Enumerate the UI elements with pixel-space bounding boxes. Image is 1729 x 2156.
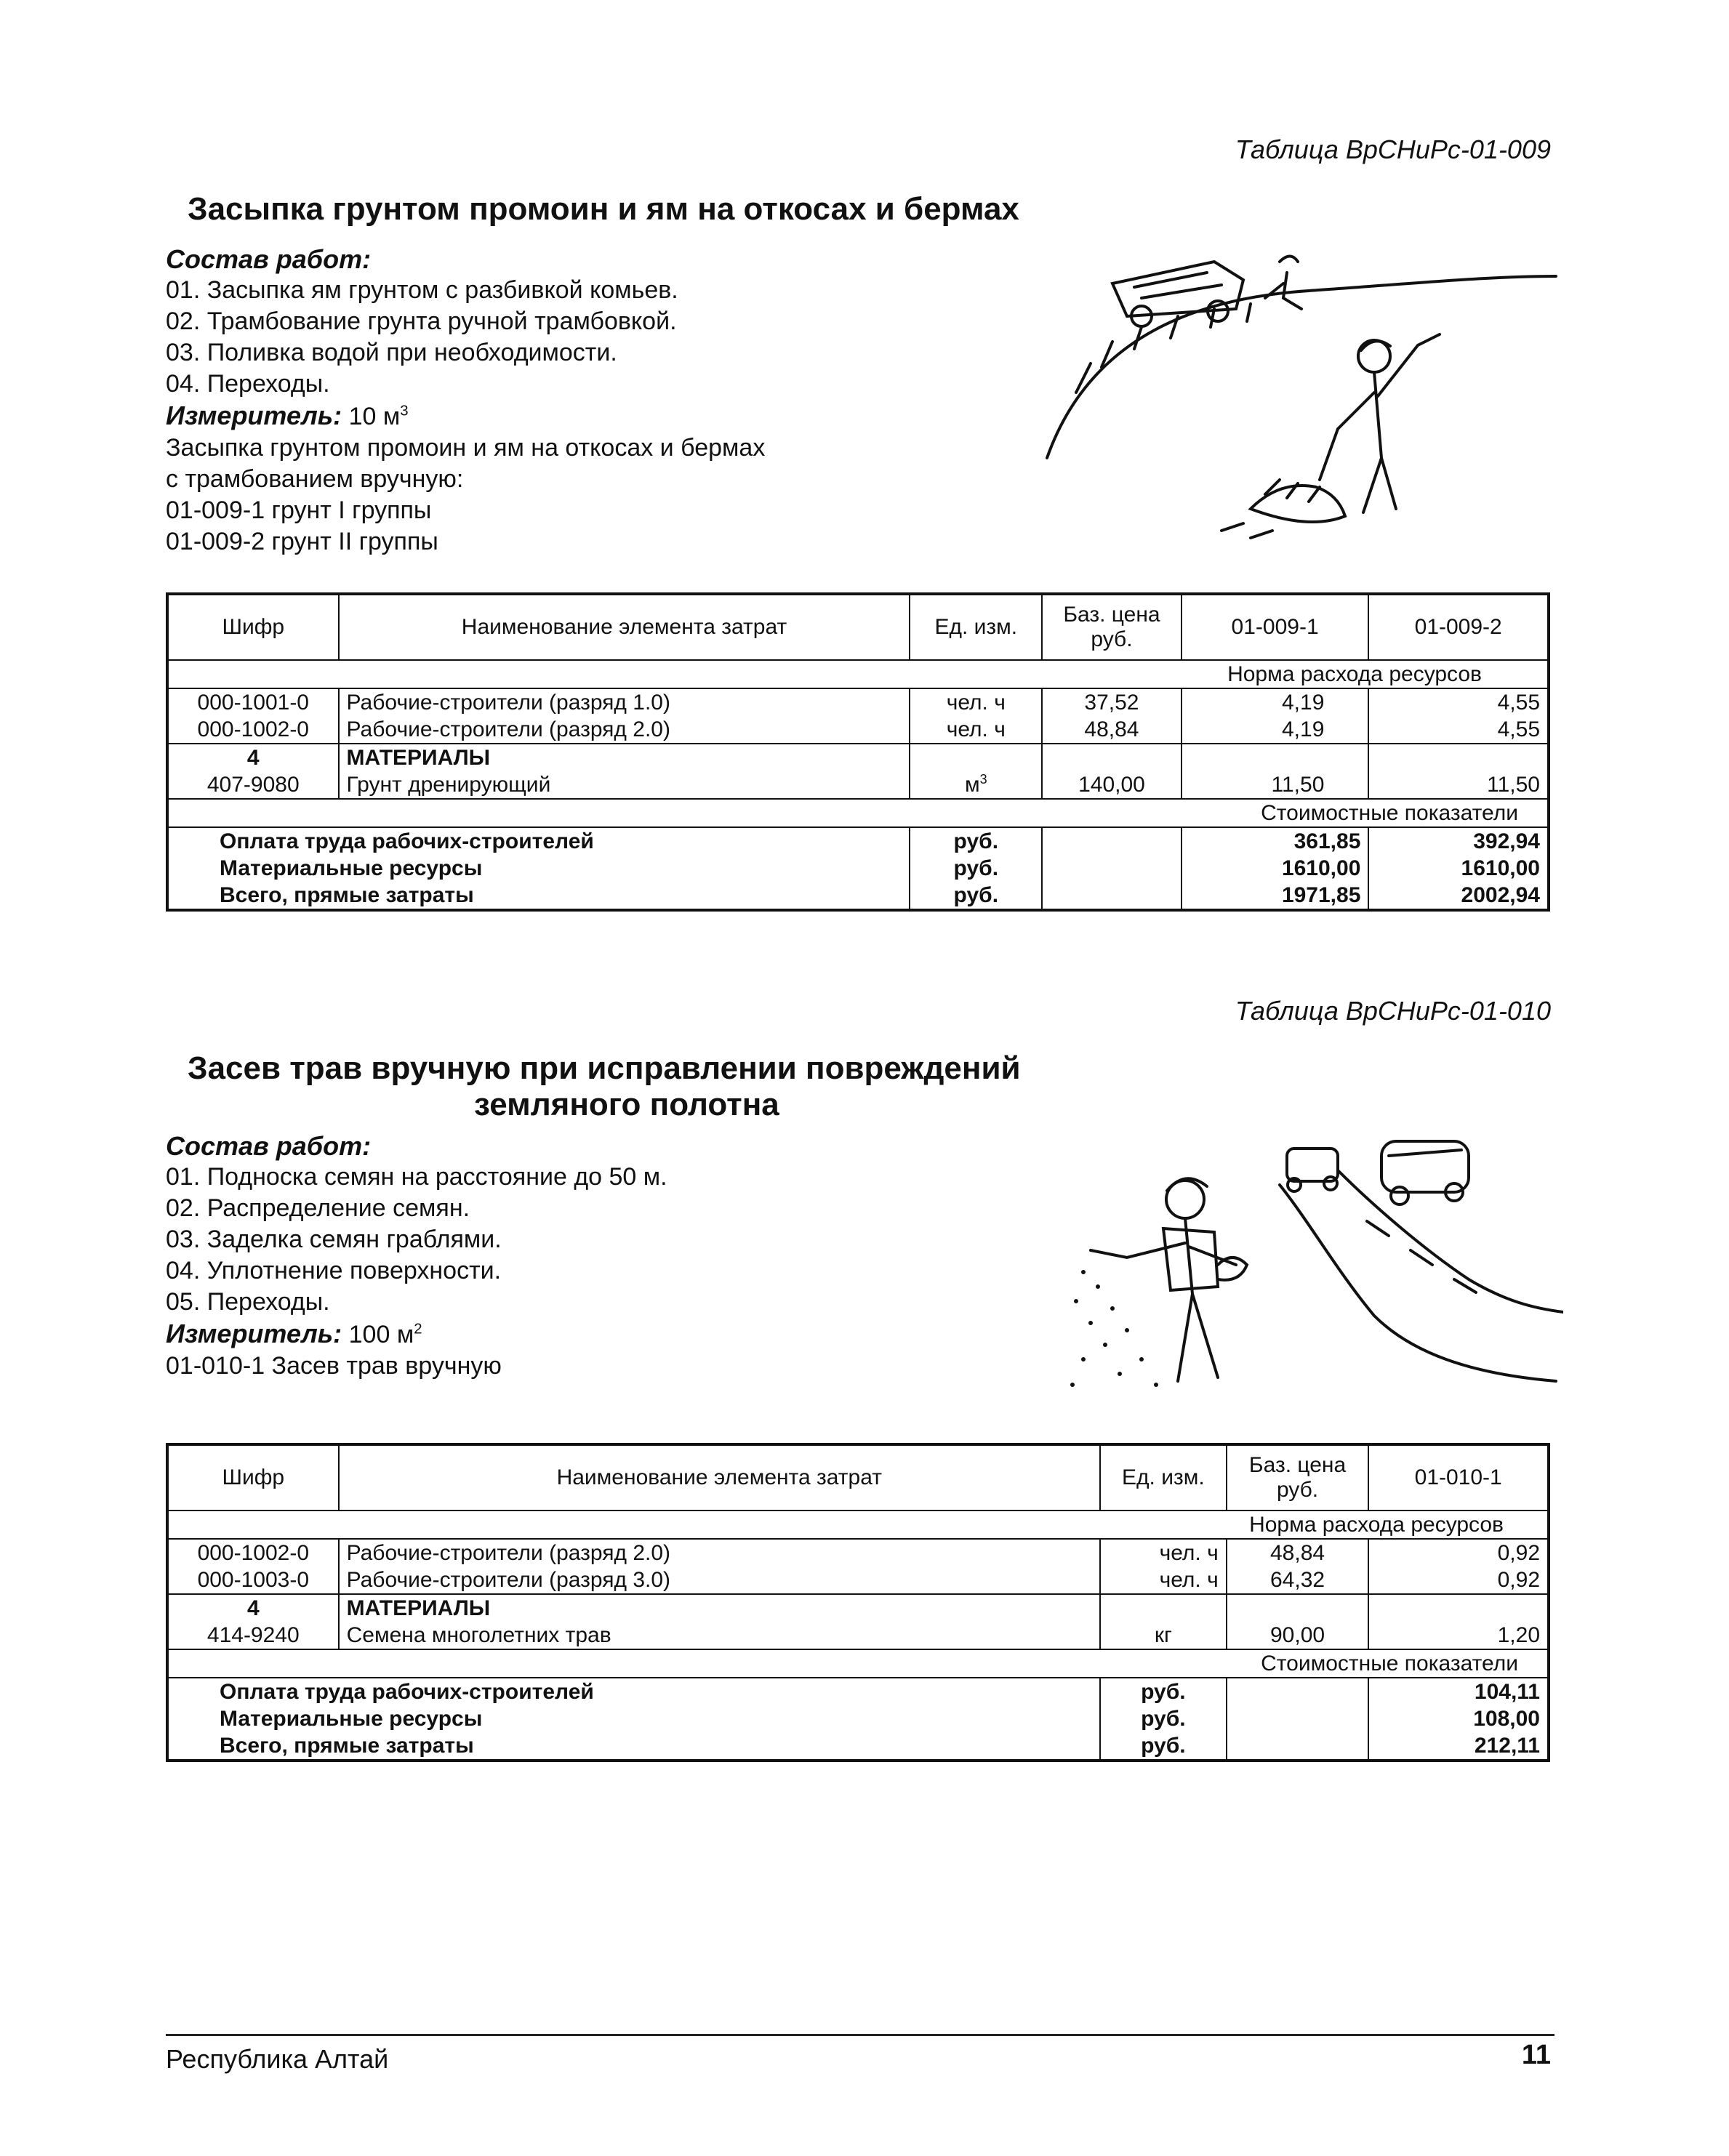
materials-header-row xyxy=(167,1594,1549,1622)
total-value: 361,85 xyxy=(1182,827,1369,855)
totals-row xyxy=(167,1705,1549,1732)
column-header: Шифр xyxy=(167,1444,339,1511)
cell-code: 000-1003-0 xyxy=(167,1566,339,1594)
cell-name: Грунт дренирующий xyxy=(339,771,910,799)
work-steps xyxy=(166,275,765,558)
footer-rule xyxy=(166,2034,1555,2036)
work-step: 03. Заделка семян граблями. xyxy=(166,1226,502,1253)
page-number: 11 xyxy=(1521,2040,1551,2070)
totals-row xyxy=(167,855,1549,882)
meter-exponent: 2 xyxy=(414,1321,422,1338)
column-header: 01-010-1 xyxy=(1368,1444,1549,1511)
cell-value: 4,19 xyxy=(1182,688,1369,716)
section-title: Засыпка грунтом промоин и ям на откосах и бермах xyxy=(188,191,1019,227)
description-line: 01-010-1 Засев трав вручную xyxy=(166,1352,502,1380)
table-reference: Таблица ВрСНиРс-01-010 xyxy=(1235,996,1551,1026)
work-step: 04. Уплотнение поверхности. xyxy=(166,1257,502,1284)
work-step: 01. Засыпка ям грунтом с разбивкой комьев. xyxy=(166,276,678,304)
cell-price: 140,00 xyxy=(1042,771,1182,799)
total-name: Всего, прямые затраты xyxy=(167,882,910,910)
total-unit: руб. xyxy=(910,827,1042,855)
description-line: с трамбованием вручную: xyxy=(166,465,464,493)
section-title: Засев трав вручную при исправлении повреждений xyxy=(188,1050,1021,1086)
cost-caption-row xyxy=(167,1649,1549,1678)
work-step: 04. Переходы. xyxy=(166,370,330,398)
cell-unit: чел. ч xyxy=(1100,1566,1227,1594)
norm-caption-row xyxy=(167,660,1549,688)
cell-name: Рабочие-строители (разряд 3.0) xyxy=(339,1566,1100,1594)
materials-code: 4 xyxy=(167,1594,339,1622)
table-row xyxy=(167,771,1549,799)
column-header: 01-009-1 xyxy=(1182,594,1369,660)
cell-value: 0,92 xyxy=(1368,1539,1549,1566)
total-value: 392,94 xyxy=(1368,827,1549,855)
work-step: 02. Распределение семян. xyxy=(166,1194,470,1222)
cell-unit: чел. ч xyxy=(1100,1539,1227,1566)
cell-price: 48,84 xyxy=(1042,716,1182,744)
cell-price: 90,00 xyxy=(1227,1622,1369,1649)
cell-value: 1,20 xyxy=(1497,1623,1540,1647)
meter-value: 10 м xyxy=(348,403,401,430)
table-header-row xyxy=(167,1444,1549,1511)
table-row xyxy=(167,688,1549,716)
total-name: Материальные ресурсы xyxy=(167,855,910,882)
section-title-continued: земляного полотна xyxy=(474,1087,779,1122)
meter-exponent: 3 xyxy=(400,403,409,419)
total-name: Материальные ресурсы xyxy=(167,1705,1100,1732)
total-value: 1610,00 xyxy=(1182,855,1369,882)
composition-label: Состав работ: xyxy=(166,244,372,274)
sowing-worker-illustration xyxy=(1062,1105,1563,1396)
cell-name: Семена многолетних трав xyxy=(339,1622,1100,1649)
totals-row xyxy=(167,1732,1549,1761)
cell-code: 000-1002-0 xyxy=(167,1539,339,1566)
cell-unit: кг xyxy=(1100,1622,1227,1649)
total-value: 2002,94 xyxy=(1461,883,1540,907)
table-header-row xyxy=(167,594,1549,660)
cell-unit: чел. ч xyxy=(910,688,1042,716)
slope-workers-illustration xyxy=(1032,218,1570,560)
total-name: Оплата труда рабочих-строителей xyxy=(167,1678,1100,1705)
cell-value: 4,19 xyxy=(1182,716,1369,744)
resource-norms-table xyxy=(166,1443,1550,1762)
norm-caption-row xyxy=(167,1511,1549,1539)
work-step: 03. Поливка водой при необходимости. xyxy=(166,339,617,366)
description-line: Засыпка грунтом промоин и ям на откосах и бермах xyxy=(166,434,766,462)
cell-value: 11,50 xyxy=(1487,773,1540,797)
column-header: Наименование элемента затрат xyxy=(339,1444,1100,1511)
work-step: 02. Трамбование грунта ручной трамбовкой. xyxy=(166,307,677,335)
cell-unit: чел. ч xyxy=(910,716,1042,744)
total-name: Всего, прямые затраты xyxy=(167,1732,1100,1761)
total-unit: руб. xyxy=(910,855,1042,882)
meter-line xyxy=(166,1318,667,1351)
cell-code: 407-9080 xyxy=(167,771,339,799)
materials-label: МАТЕРИАЛЫ xyxy=(339,1594,1100,1622)
cell-name: Рабочие-строители (разряд 2.0) xyxy=(339,1539,1100,1566)
cell-name: Рабочие-строители (разряд 1.0) xyxy=(339,688,910,716)
totals-row xyxy=(167,827,1549,855)
meter-label: Измеритель: xyxy=(166,401,342,430)
materials-header-row xyxy=(167,744,1549,771)
unit-text: м xyxy=(964,773,980,797)
cell-value: 4,55 xyxy=(1368,688,1549,716)
column-header: Баз. цена руб. xyxy=(1227,1444,1369,1511)
description-line: 01-009-1 грунт I группы xyxy=(166,496,432,524)
cell-price: 48,84 xyxy=(1227,1539,1369,1566)
total-unit: руб. xyxy=(910,882,1042,910)
column-header: Баз. цена руб. xyxy=(1042,594,1182,660)
cell-value: 0,92 xyxy=(1497,1568,1540,1592)
materials-code: 4 xyxy=(167,744,339,771)
table-reference: Таблица ВрСНиРс-01-009 xyxy=(1235,134,1551,164)
total-unit: руб. xyxy=(1100,1732,1227,1761)
column-header: Шифр xyxy=(167,594,339,660)
unit-exponent: 3 xyxy=(979,772,987,787)
total-value: 1610,00 xyxy=(1461,856,1540,880)
total-value: 1971,85 xyxy=(1182,882,1369,910)
total-unit: руб. xyxy=(1100,1705,1227,1732)
norm-caption: Норма расхода ресурсов xyxy=(167,1511,1549,1539)
resource-norms-table xyxy=(166,592,1550,912)
table-row xyxy=(167,1622,1549,1649)
total-value: 108,00 xyxy=(1473,1707,1540,1731)
meter-value: 100 м xyxy=(348,1321,414,1348)
cell-code: 000-1001-0 xyxy=(167,688,339,716)
total-name: Оплата труда рабочих-строителей xyxy=(167,827,910,855)
cost-caption: Стоимостные показатели xyxy=(167,1649,1549,1678)
total-value: 104,11 xyxy=(1368,1678,1549,1705)
meter-line xyxy=(166,400,765,433)
cell-unit xyxy=(910,771,1042,799)
total-value: 212,11 xyxy=(1474,1734,1540,1758)
table-row xyxy=(167,716,1549,744)
column-header: Наименование элемента затрат xyxy=(339,594,910,660)
column-header: Ед. изм. xyxy=(1100,1444,1227,1511)
column-header: 01-009-2 xyxy=(1368,594,1549,660)
norm-caption: Норма расхода ресурсов xyxy=(167,660,1549,688)
table-row xyxy=(167,1566,1549,1594)
cell-name: Рабочие-строители (разряд 2.0) xyxy=(339,716,910,744)
cost-caption-row xyxy=(167,799,1549,827)
cost-caption: Стоимостные показатели xyxy=(167,799,1549,827)
cell-value: 11,50 xyxy=(1182,771,1369,799)
totals-row xyxy=(167,1678,1549,1705)
totals-row xyxy=(167,882,1549,910)
composition-label: Состав работ: xyxy=(166,1131,372,1161)
cell-price: 64,32 xyxy=(1227,1566,1369,1594)
table-row xyxy=(167,1539,1549,1566)
work-step: 01. Подноска семян на расстояние до 50 м. xyxy=(166,1163,667,1191)
cell-price: 37,52 xyxy=(1042,688,1182,716)
description-line: 01-009-2 грунт II группы xyxy=(166,528,438,555)
column-header: Ед. изм. xyxy=(910,594,1042,660)
cell-code: 000-1002-0 xyxy=(167,716,339,744)
cell-value: 4,55 xyxy=(1497,717,1540,741)
footer-region: Республика Алтай xyxy=(166,2044,389,2074)
total-unit: руб. xyxy=(1100,1678,1227,1705)
materials-label: МАТЕРИАЛЫ xyxy=(339,744,910,771)
cell-code: 414-9240 xyxy=(167,1622,339,1649)
work-steps xyxy=(166,1162,667,1382)
work-step: 05. Переходы. xyxy=(166,1288,330,1316)
meter-label: Измеритель: xyxy=(166,1319,342,1348)
